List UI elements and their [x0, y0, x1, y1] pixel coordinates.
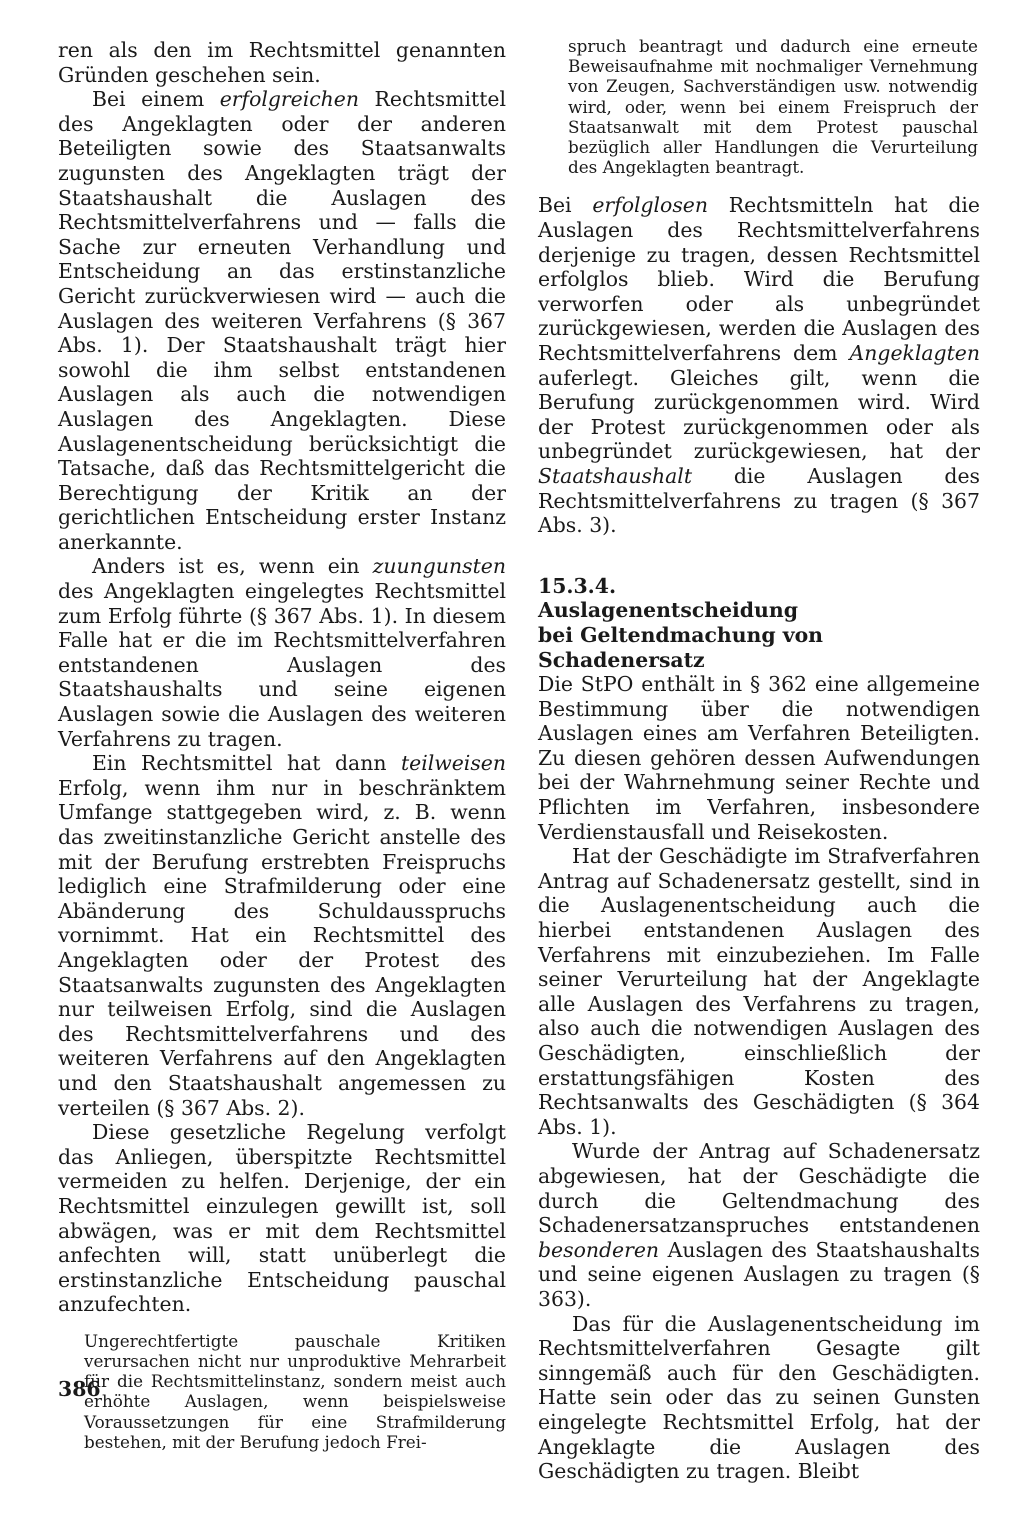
emphasis-text: Staatshaushalt [538, 463, 693, 488]
text-run: Wurde der Antrag auf Schadenersatz abgewiesen, hat der Geschädigte die durch die Geltendmachung des Schadenersatzanspruches entstandenen [538, 1139, 980, 1238]
emphasis-text: erfolglosen [592, 193, 709, 218]
page-number: 386 [58, 1377, 101, 1401]
text-run: Erfolg, wenn ihm nur in beschränktem Umfange stattgegeben wird, z. B. wenn das zweitinstanzliche Gericht anstelle des mit der Berufung erstrebten Freispruchs lediglich eine Strafmilderung oder eine Abänderung des Schuldausspruchs vornimmt. Hat ein Rechtsmittel des Angeklagten oder der Protest des Staatsanwalts zugunsten des Angeklagten nur teilweisen Erfolg, sind die Auslagen des Rechtsmittelverfahrens und des weiteren Verfahrens auf den Angeklagten und den Staatshaushalt angemessen zu verteilen (§ 367 Abs. 2). [58, 775, 506, 1120]
text-run: die Auslagen des Rechtsmittelverfahrens zu tragen (§ 367 Abs. 3). [538, 463, 980, 538]
emphasis-text: Angeklagten [849, 340, 980, 365]
text-run: Bei [538, 193, 593, 218]
footnote-note: Ungerechtfertigte pauschale Kritiken verursachen nicht nur unproduktive Mehrarbeit für die Rechtsmittelinstanz, sondern meist auch erhöhte Auslagen, wenn beispielsweise Voraussetzungen für eine Strafmilderung bestehen, mit der Berufung jedoch Frei- [84, 1330, 506, 1452]
paragraph-regelung: Diese gesetzliche Regelung verfolgt das Anliegen, überspitzte Rechtsmittel vermeiden zu helfen. Derjenige, der ein Rechtsmittel einzulegen gewillt ist, soll abwägen, was er mit dem Rechtsmittel anfechten will, statt unüberlegt die erstinstanzliche Entscheidung pauschal anzufechten. [58, 1120, 506, 1317]
paragraph-abgewiesen [538, 1139, 980, 1311]
paragraph-zuungunsten [58, 554, 506, 751]
paragraph-sinngemaess: Das für die Auslagenentscheidung im Rechtsmittelverfahren Gesagte gilt sinngemäß auch für den Geschädigten. Hatte sein oder das zu seinen Gunsten eingelegte Rechtsmittel Erfolg, hat der Angeklagte die Auslagen des Geschädigten zu tragen. Bleibt [538, 1311, 980, 1484]
text-run: des Angeklagten eingelegtes Rechtsmittel zum Erfolg führte (§ 367 Abs. 1). In diesem Falle hat er die im Rechtsmittelverfahren entstandenen Auslagen des Staatshaushalts und seine eigenen Auslagen sowie die Auslagen des weiteren Verfahrens zu tragen. [58, 579, 506, 751]
text-run: Anders ist es, wenn ein [92, 554, 373, 579]
emphasis-text: teilweisen [400, 751, 506, 776]
emphasis-text: erfolgreichen [219, 87, 360, 112]
paragraph-teilweise [58, 751, 506, 1120]
section-title-line-1: Auslagenentscheidung [538, 598, 798, 623]
paragraph-continued: ren als den im Rechtsmittel genannten Gründen geschehen sein. [58, 38, 506, 87]
text-run: Rechtsmitteln hat die Auslagen des Rechtsmittelverfahrens derjenige zu tragen, dessen Rechtsmittel erfolglos blieb. Wird die Berufung verworfen oder als unbegründet zurückgewiesen, werden die Auslagen des Rechtsmittelverfahrens dem [538, 193, 980, 365]
left-column [58, 38, 506, 1452]
text-run: Bei einem [92, 87, 220, 112]
right-column [538, 38, 980, 1484]
text-run: Ein Rechtsmittel hat dann [92, 751, 401, 776]
text-run: Rechtsmittel des Angeklagten oder der anderen Beteiligten sowie des Staatsanwalts zugunsten des Angeklagten trägt der Staatshaushalt die Auslagen des Rechtsmittelverfahrens und — falls die Sache zur erneuten Verhandlung und Entscheidung an das erstinstanzliche Gericht zurückverwiesen wird — auch die Auslagen des weiteren Verfahrens (§ 367 Abs. 1). Der Staatshaushalt trägt hier sowohl die ihm selbst entstandenen Auslagen als auch die notwendigen Auslagen des Angeklagten. Diese Auslagenentscheidung berücksichtigt die Tatsache, daß das Rechtsmittelgericht die Berechtigung der Kritik an der gerichtlichen Entscheidung erster Instanz anerkannte. [58, 87, 506, 554]
footnote-note-continued: spruch beantragt und dadurch eine erneute Beweisaufnahme mit nochmaliger Vernehmung von Zeugen, Sachverständigen usw. notwendig wird, oder, wenn bei einem Freispruch der Staatsanwalt mit dem Protest pauschal bezüglich aller Handlungen die Verurteilung des Angeklagten beantragt. [568, 36, 978, 178]
emphasis-text: zuungunsten [372, 554, 506, 579]
paragraph-stpo: Die StPO enthält in § 362 eine allgemeine Bestimmung über die notwendigen Auslagen eines am Verfahren Beteiligten. Zu diesen gehören dessen Aufwendungen bei der Wahrnehmung seiner Rechte und Pflichten im Verfahren, insbesondere Verdienstausfall und Reisekosten. [538, 672, 980, 844]
section-title-line-2: bei Geltendmachung von Schadenersatz [538, 622, 823, 672]
section-heading [538, 574, 980, 672]
emphasis-text: besonderen [538, 1237, 660, 1262]
text-run: Auslagen des Staatshaushalts und seine eigenen Auslagen zu tragen (§ 363). [538, 1237, 980, 1311]
paragraph-erfolglos [538, 193, 980, 537]
section-number: 15.3.4. [538, 573, 617, 598]
paragraph-geschaedigter: Hat der Geschädigte im Strafverfahren Antrag auf Schadenersatz gestellt, sind in die Auslagenentscheidung auch die hierbei entstandenen Auslagen des Verfahrens mit einzubeziehen. Im Falle seiner Verurteilung hat der Angeklagte alle Auslagen des Verfahrens zu tragen, also auch die notwendigen Auslagen des Geschädigten, einschließlich der erstattungsfähigen Kosten des Rechtsanwalts des Geschädigten (§ 364 Abs. 1). [538, 844, 980, 1139]
text-run: auferlegt. Gleiches gilt, wenn die Berufung zurückgenommen wird. Wird der Protest zurückgenommen oder als unbegründet zurückgewiesen, hat der [538, 365, 980, 464]
paragraph-erfolgreich [58, 87, 506, 554]
